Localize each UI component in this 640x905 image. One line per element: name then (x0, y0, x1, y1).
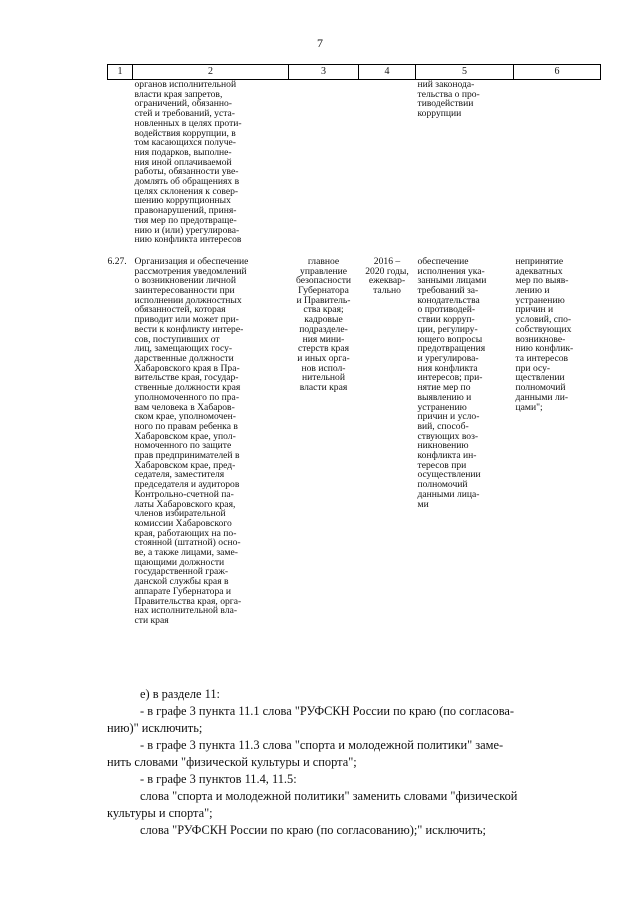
risk-text: непринятие адекватных мер по выяв- лению и устранению причин и условий, спо- собствующих возникнове- нию конфлик- та интересов при осу- ществлении полномочий данными ли- цами"; (515, 255, 574, 413)
paragraph: - в графе 3 пункта 11.3 слова "спорта и молодежной политики" заме- (140, 738, 504, 752)
column-header: 5 (416, 65, 514, 80)
period-text: 2016 – 2020 годы, ежеквар- тально (365, 255, 409, 297)
row-number (108, 80, 133, 245)
paragraph-continuation: культуры и спорта"; (107, 806, 213, 820)
paragraph: - в графе 3 пункта 11.1 слова "РУФСКН России по краю (по согласова- (140, 704, 515, 718)
paragraph: слова "РУФСКН России по краю (по согласованию);" исключить; (140, 823, 486, 837)
row-number: 6.27. (107, 255, 127, 267)
result-text: обеспечение исполнения ука- занными лицами требований за- конодательства о противодей- ствии корруп- ции, регулиру- ющего вопросы предотвращения и урегулирова- ния конфликта интересов; при- нятие мер по выявлению и устранению причин и усло- вий, способ- ствующих воз- никновению конфликта ин- тересов при осуществлении полномочий данными лица- ми (417, 255, 487, 510)
paragraph: - в графе 3 пунктов 11.4, 11.5: (140, 772, 297, 786)
paragraph-continuation: нить словами "физической культуры и спорта"; (107, 755, 357, 769)
measure-text: Организация и обеспечение рассмотрения уведомлений о возникновении личной заинтересованности при исполнении должностных обязанностей, которая приводит или может при- вести к конфликту интере- сов, поступивших от лиц, замещающих госу- дарственные должности Хабаровского края в Пра- вительстве края, государ- ственные должности края уполномоченного по пра- вам человека в Хабаров- ском крае, уполномочен- ного по правам ребенка в Хабаровском крае, упол- номоченного по защите прав предпринимателей в Хабаровском крае, пред- седателя, заместителя председателя и аудиторов Контрольно-счетной па- латы Хабаровского края, членов избирательной комиссии Хабаровского края, работающих на по- стоянной (штатной) осно- ве, а также лицами, заме- щающими должности государственной граж- данской службы края в аппарате Губернатора и Правительства края, орга- нах исполнительной вла- сти края (134, 255, 249, 626)
measure-text: органов исполнительной власти края запретов, ограничений, обязанно- стей и требований, уста- новленных в целях проти- водействия коррупции, в том касающихся получе- ния подарков, выполне- ния иной оплачиваемой работы, обязанности уве- домлять об обращениях в целях склонения к совер- шению коррупционных правонарушений, приня- тия мер по предотвраще- нию и (или) урегулирова- нию конфликта интересов (134, 79, 242, 246)
column-header: 1 (108, 65, 133, 80)
table-row-continued (108, 80, 601, 245)
column-header: 2 (133, 65, 289, 80)
table-row-6-27 (108, 245, 601, 626)
column-header: 4 (359, 65, 416, 80)
responsible-text: главное управление безопасности Губернатора и Правитель- ства края; кадровые подразделе- ния мини- стерств края и иных орга- нов испол- нительной власти края (295, 255, 352, 394)
responsible-text (289, 80, 359, 245)
measures-table (107, 64, 601, 626)
risk-text (514, 80, 601, 245)
paragraph-continuation: нию)" исключить; (107, 721, 203, 735)
paragraph: слова "спорта и молодежной политики" заменить словами "физической (140, 789, 518, 803)
column-header: 6 (514, 65, 601, 80)
table-header-row (108, 65, 601, 80)
paragraph: е) в разделе 11: (140, 687, 220, 701)
column-header: 3 (289, 65, 359, 80)
result-text: ний законода- тельства о про- тиводействии коррупции (417, 79, 480, 120)
page-number: 7 (317, 36, 323, 50)
period-text (359, 80, 416, 245)
amendments-text (107, 686, 607, 839)
